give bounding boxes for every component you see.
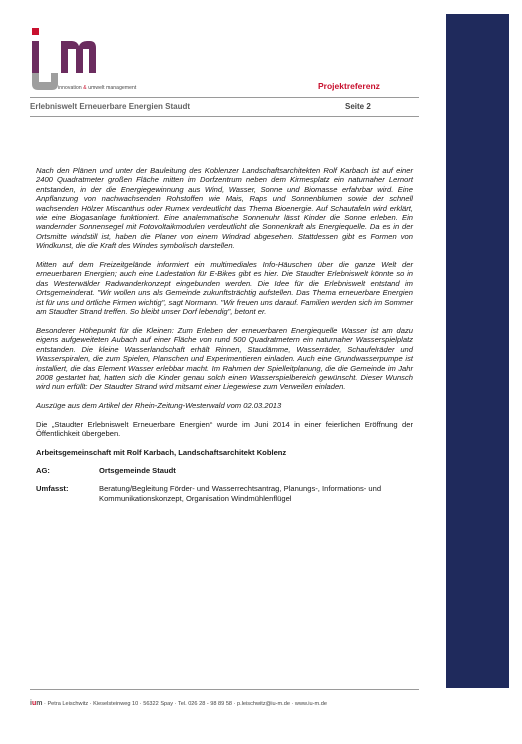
header-divider-top: [30, 97, 419, 98]
logo-i-stem: [32, 41, 39, 73]
consortium-line: Arbeitsgemeinschaft mit Rolf Karbach, Landschaftsarchitekt Koblenz: [36, 447, 287, 457]
article-paragraph-1: Nach den Plänen und unter der Bauleitung des Koblenzer Landschaftsarchitekten Rolf Karbach ist auf einer 2400 Quadratmeter großen Fläche mitten im Dorfzentrum neben dem Kirmesplatz ein naturnaher Lernort entstanden, in der die Energiegewinnung aus Wind, Wasser, Sonne und Biomasse erfahrbar wird. Eine Anpflanzung von nachwachsenden Rohstoffen wie Mais, Raps und Sonnenblumen sowie der schnell wachsenden Hölzer Miscanthus oder Rumex verdeutlicht das Thema Bioenergie. Auf Schautafeln wird erklärt, wie eine Biogasanlage funktioniert. Eine analemmatische Sonnenuhr lässt Kinder die Sonne erleben. Ein wandernder Sonnensegel mit Fotovoltaikmodulen verdeutlicht die Sonnenkraft als Energiequelle. Da es in der Ortsmitte windstill ist, haben die Planer von einem Windrad abgesehen. Stattdessen gibt es Formen von Windkunst, die die Kraft des Windes symbolisch darstellen.: [36, 166, 413, 251]
doc-title: Erlebniswelt Erneuerbare Energien Staudt: [30, 102, 191, 111]
opening-note: Die „Staudter Erlebniswelt Erneuerbare Energien“ wurde im Juni 2014 in einer feierlichen Eröffnung der Öffentlichkeit übergeben.: [36, 419, 413, 438]
footer-contact-text: · Petra Leischwitz · Kieselsteinweg 10 · 56322 Spay · Tel. 026 28 - 98 89 58 · p.leischwitz@iu-m.de · www.iu-m.de: [44, 701, 327, 707]
logo-m: [61, 41, 96, 73]
ium-logo: [30, 26, 160, 92]
scope-label: Umfasst:: [36, 484, 69, 494]
body-content: [36, 166, 413, 512]
article-paragraph-3: Besonderer Höhepunkt für die Kleinen: Zum Erleben der erneuerbaren Energiequelle Wasser ist am dazu eigens aufgeweiteten Aubach auf einer Fläche von rund 500 Quadratmetern ein naturnaher Wasserspielplatz entstanden. Die kleine Wasserlandschaft erhält Rinnen, Staudämme, Wasserräder, Schaufelräder und Wasserspiralen, die zum Spielen, Planschen und Experimentieren einladen. Auch eine Grundwasserpumpe ist installiert, die das Element Wasser erlebbar macht. Im Rahmen der Spielleitplanung, die die Gemeinde im Jahr 2008 gestartet hat, hatten sich die Kinder genau solch einen Wasserspielbereich gewünscht. Dieser Wunsch wird nun erfüllt: Der Staudter Strand wird mitsamt einer Liegewiese zum Verweilen einladen.: [36, 325, 413, 392]
section-label: Projektreferenz: [318, 81, 380, 91]
footer-contact: [30, 700, 327, 707]
excerpt-note: Auszüge aus dem Artikel der Rhein-Zeitung-Westerwald vom 02.03.2013: [36, 401, 282, 411]
scope-value: Beratung/Begleitung Förder- und Wasserrechtsantrag, Planungs-, Informations- und Kommunikationskonzept, Organisation Windmühlenflügel: [99, 484, 382, 503]
page-number: Seite 2: [345, 102, 371, 111]
header-divider-bottom: [30, 116, 419, 117]
scope-row: [36, 484, 413, 503]
client-row: [36, 466, 413, 475]
logo-i-dot: [32, 28, 39, 35]
sidebar-band: [446, 14, 509, 688]
client-value: Ortsgemeinde Staudt: [99, 465, 176, 475]
logo-u: [32, 73, 58, 90]
footer-brand: ium: [30, 700, 43, 707]
footer-divider: [30, 689, 419, 690]
client-label: AG:: [36, 465, 50, 475]
logo-tagline: innovation & umwelt management: [58, 85, 137, 91]
article-paragraph-2: Mitten auf dem Freizeitgelände informiert ein multimediales Info-Häuschen über die ganze Welt der erneuerbaren Energien; auch eine Ladestation für E-Bikes gibt es hier. Die Staudter Erlebniswelt könnte so in das Westerwälder Radwanderkonzept eingebunden werden. Die Idee für die Erlebniswelt entstand im Ortsgemeinderat. "Wir wollen uns als Gemeinde zukunftsträchtig aufstellen. Das Thema erneuerbare Energien ist für uns und örtliche Firmen wichtig", sagt Normann. "Wir freuen uns darauf. Familien werden sich im Sommer am Staudter Strand treffen. So bleibt unser Dorf lebendig", betont er.: [36, 260, 413, 317]
